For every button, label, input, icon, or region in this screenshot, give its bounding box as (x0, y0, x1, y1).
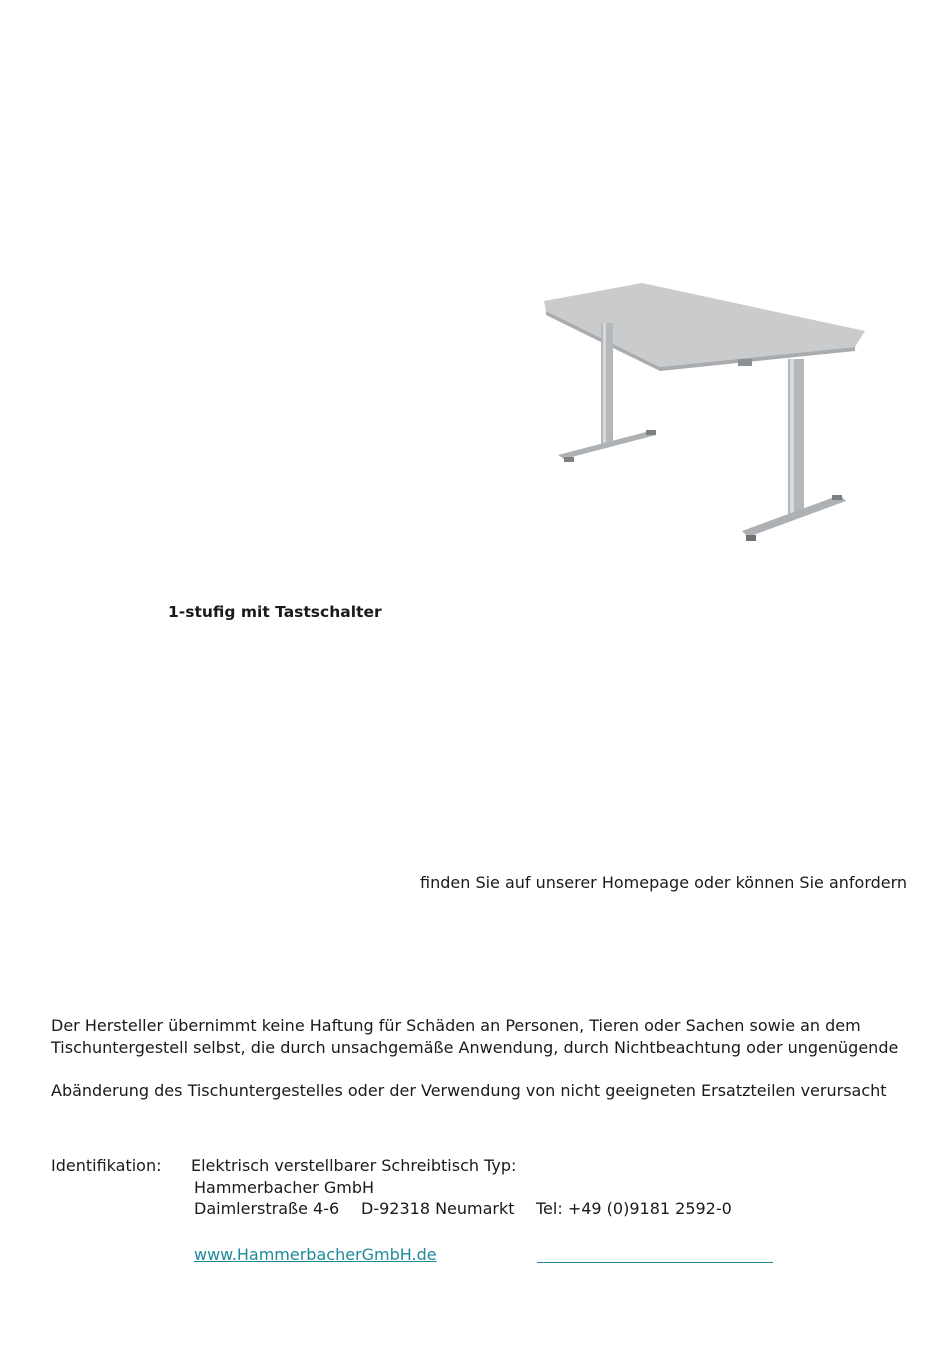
disclaimer-line: Der Hersteller übernimmt keine Haftung für Schäden an Personen, Tieren oder Sachen sowie an dem (51, 1016, 861, 1035)
company-name: Hammerbacher GmbH (194, 1178, 375, 1197)
disclaimer-line: Abänderung des Tischuntergestelles oder der Verwendung von nicht geeigneten Ersatzteilen verursacht (51, 1080, 887, 1100)
company-phone: Tel: +49 (0)9181 2592-0 (536, 1199, 732, 1218)
identification-label: Identifikation: (51, 1156, 162, 1175)
homepage-note: finden Sie auf unserer Homepage oder können Sie anfordern (420, 873, 908, 892)
disclaimer (51, 1015, 898, 1101)
desk-image (530, 275, 880, 555)
identification-product: Elektrisch verstellbarer Schreibtisch Typ: (191, 1156, 517, 1175)
desk-control-box (738, 359, 752, 366)
desk-leg-left (601, 323, 613, 445)
website-link[interactable]: www.HammerbacherGmbH.de (194, 1245, 437, 1264)
variant-label: 1-stufig mit Tastschalter (168, 603, 382, 621)
company-street: Daimlerstraße 4-6 (194, 1199, 340, 1218)
signature-line (537, 1262, 773, 1263)
company-city: D-92318 Neumarkt (361, 1199, 515, 1218)
disclaimer-line: Tischuntergestell selbst, die durch unsachgemäße Anwendung, durch Nichtbeachtung oder ungenügende (51, 1037, 899, 1057)
